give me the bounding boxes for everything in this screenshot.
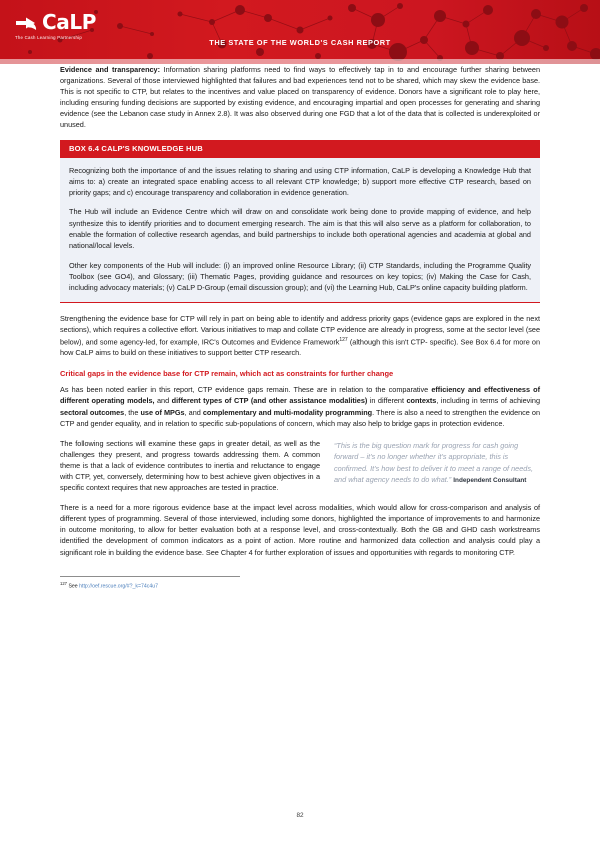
page-content [0, 64, 600, 590]
paragraph-strengthening-part-a: Strengthening the evidence base for CTP will rely in part on being able to identify and address priority gaps (evidence gaps are explored in the next sections), which requires a collective effort. Various initiatives to map and collate CTP evidence are already in progress, some at the sector level (see below), and some agency-led, for example, IRC's Outcomes and Evidence Framework [60, 313, 540, 347]
pullquote-block [334, 440, 540, 487]
calp-logo-tagline: The Cash Learning Partnership [15, 35, 82, 40]
gaps-bold-4: sectoral outcomes [60, 407, 125, 417]
pullquote-text: “This is the big question mark for progress for cash going forward – it’s no longer whether it’s appropriate, this is confirmed. It’s how best to deliver it to meet a range of needs, and what agency needs to do what.” [334, 440, 534, 485]
footnote-separator [60, 576, 240, 577]
gaps-text-1: As has been noted earlier in this report, CTP evidence gaps remain. These are in relation to the comparative [60, 385, 432, 395]
box-6-4 [60, 140, 540, 303]
pullquote-attribution: Independent Consultant [453, 477, 527, 485]
hand-arrow-icon [14, 14, 40, 32]
paragraph-rigorous-evidence: There is a need for a more rigorous evidence base at the impact level across modalities, which would allow for cross-comparison and analysis of different types of programming. Several of those interviewed, including some donors, highlighted the importance of improvements to and harmonize in outcome monitoring, to allow for better evaluation both at a response level, and cross-contextually. Both the GB and GHD cash workstreams identified the development of common indicators as a point of action. More routine and harmonized data collection and analysis could play a significant role in building the evidence base. See Chapter 4 for further exploration of issues and opportunities with regards to monitoring CTP. [60, 503, 540, 557]
gaps-text-3: in different [367, 396, 407, 406]
paragraph-strengthening-evidence [60, 313, 540, 359]
quote-and-text-section [60, 438, 540, 493]
section-subheading-critical-gaps: Critical gaps in the evidence base for CTP remain, which act as constraints for further change [60, 369, 394, 379]
footnote-link[interactable]: http://oef.rescue.org/#?_k=74c4u7 [79, 583, 159, 590]
footnote-reference-127[interactable]: 127 [339, 336, 348, 343]
footnote-marker: 127 [60, 580, 67, 586]
gaps-bold-2: different types of CTP (and other assistance modalities) [171, 396, 368, 406]
paragraph-strengthening-part-b: (although this isn't CTP- specific). See Box 6.4 for more on how CaLP aims to build on these initiatives to support better CTP research. [60, 337, 541, 358]
paragraph-lead-in: Evidence and transparency: [60, 65, 160, 74]
calp-logo[interactable] [14, 12, 96, 40]
box-6-4-header: BOX 6.4 CALP'S KNOWLEDGE HUB [60, 140, 540, 158]
footnote-prefix: See [68, 583, 80, 590]
gaps-bold-3: contexts [406, 396, 437, 406]
gaps-bold-5: use of MPGs [140, 407, 185, 417]
paragraph-evidence-gaps [60, 384, 540, 428]
box-paragraph: The Hub will include an Evidence Centre which will draw on and consolidate work being done to provide mapping of evidence, and help synthesize this to identify priorities and to document emerging research. The aim is that this will also serve as a platform for collaboration, to enable the formation of collective research agendas, and build partnerships to include both operational agencies and academia at global and national/local levels. [69, 207, 531, 251]
box-paragraph: Other key components of the Hub will include: (i) an improved online Resource Library; (ii) CTP Standards, including the Programme Quality Toolbox (see GO4), and Glossary; (iii) Thematic Pages, providing guidance and resources on key topics; (iv) Making the Case for Cash, including advocacy materials; (v) CaLP D-Group (email discussion group); and (vi) the Learning Hub, CaLP's online capacity building platform. [69, 260, 531, 293]
gaps-text-4: , including in terms of achieving [436, 396, 540, 406]
gaps-text-6: , and [184, 407, 203, 417]
gaps-text-5: , the [124, 407, 141, 417]
box-6-4-body [60, 158, 540, 302]
paragraph-evidence-body: Information sharing platforms need to find ways to effectively tap in to and encourage further sharing between organizations. Several of those interviewed highlighted that failures and bad experiences tend not to be shared, which may skew the evidence base. This is not specific to CTP, but relates to the incentives and value placed on transparency of evidence. Donors have a significant role to play here, including ensuring funding decisions are supported by existing evidence, and encouraging impartial and open processes for generating and sharing evidence (see the Lebanon case study in Annex 2.8). It was also observed during one FGD that a lot of the data that is collected is underexploited or unused. [60, 65, 540, 130]
gaps-text-7: . There is also a need to strengthen the evidence on CTP and gender equality, and in relation to specific sub-populations of concern, which may also help to bridge gaps in protection evidence. [60, 407, 540, 428]
box-paragraph: Recognizing both the importance of and the issues relating to sharing and using CTP information, CaLP is developing a Knowledge Hub that aims to: a) create an integrated space enabling access to all relevant CTP knowledge; b) support more effective CTP research, based on priority gaps; and c) encourage transparency and collaboration in evidence generation. [69, 165, 531, 198]
gaps-bold-1: efficiency and effectiveness of different operating models, [60, 385, 540, 406]
report-title: THE STATE OF THE WORLD'S CASH REPORT [209, 38, 391, 47]
page-header-banner [0, 0, 600, 64]
gaps-text-2: and [154, 396, 172, 406]
calp-logo-wordmark: CaLP [42, 10, 96, 34]
footnote-127 [60, 580, 540, 591]
paragraph-following-sections: The following sections will examine these gaps in greater detail, as well as the challenges they present, and progress towards addressing them. A common theme is that a lack of evidence contributes to inertia and reluctance to engage with CTP, yet, conversely, determining how to best achieve given objectives in a specific context requires that new approaches are tested in practice. [60, 438, 320, 493]
page-number: 82 [296, 812, 304, 819]
paragraph-evidence-transparency [60, 64, 540, 131]
gaps-bold-6: complementary and multi-modality programming [202, 407, 373, 417]
